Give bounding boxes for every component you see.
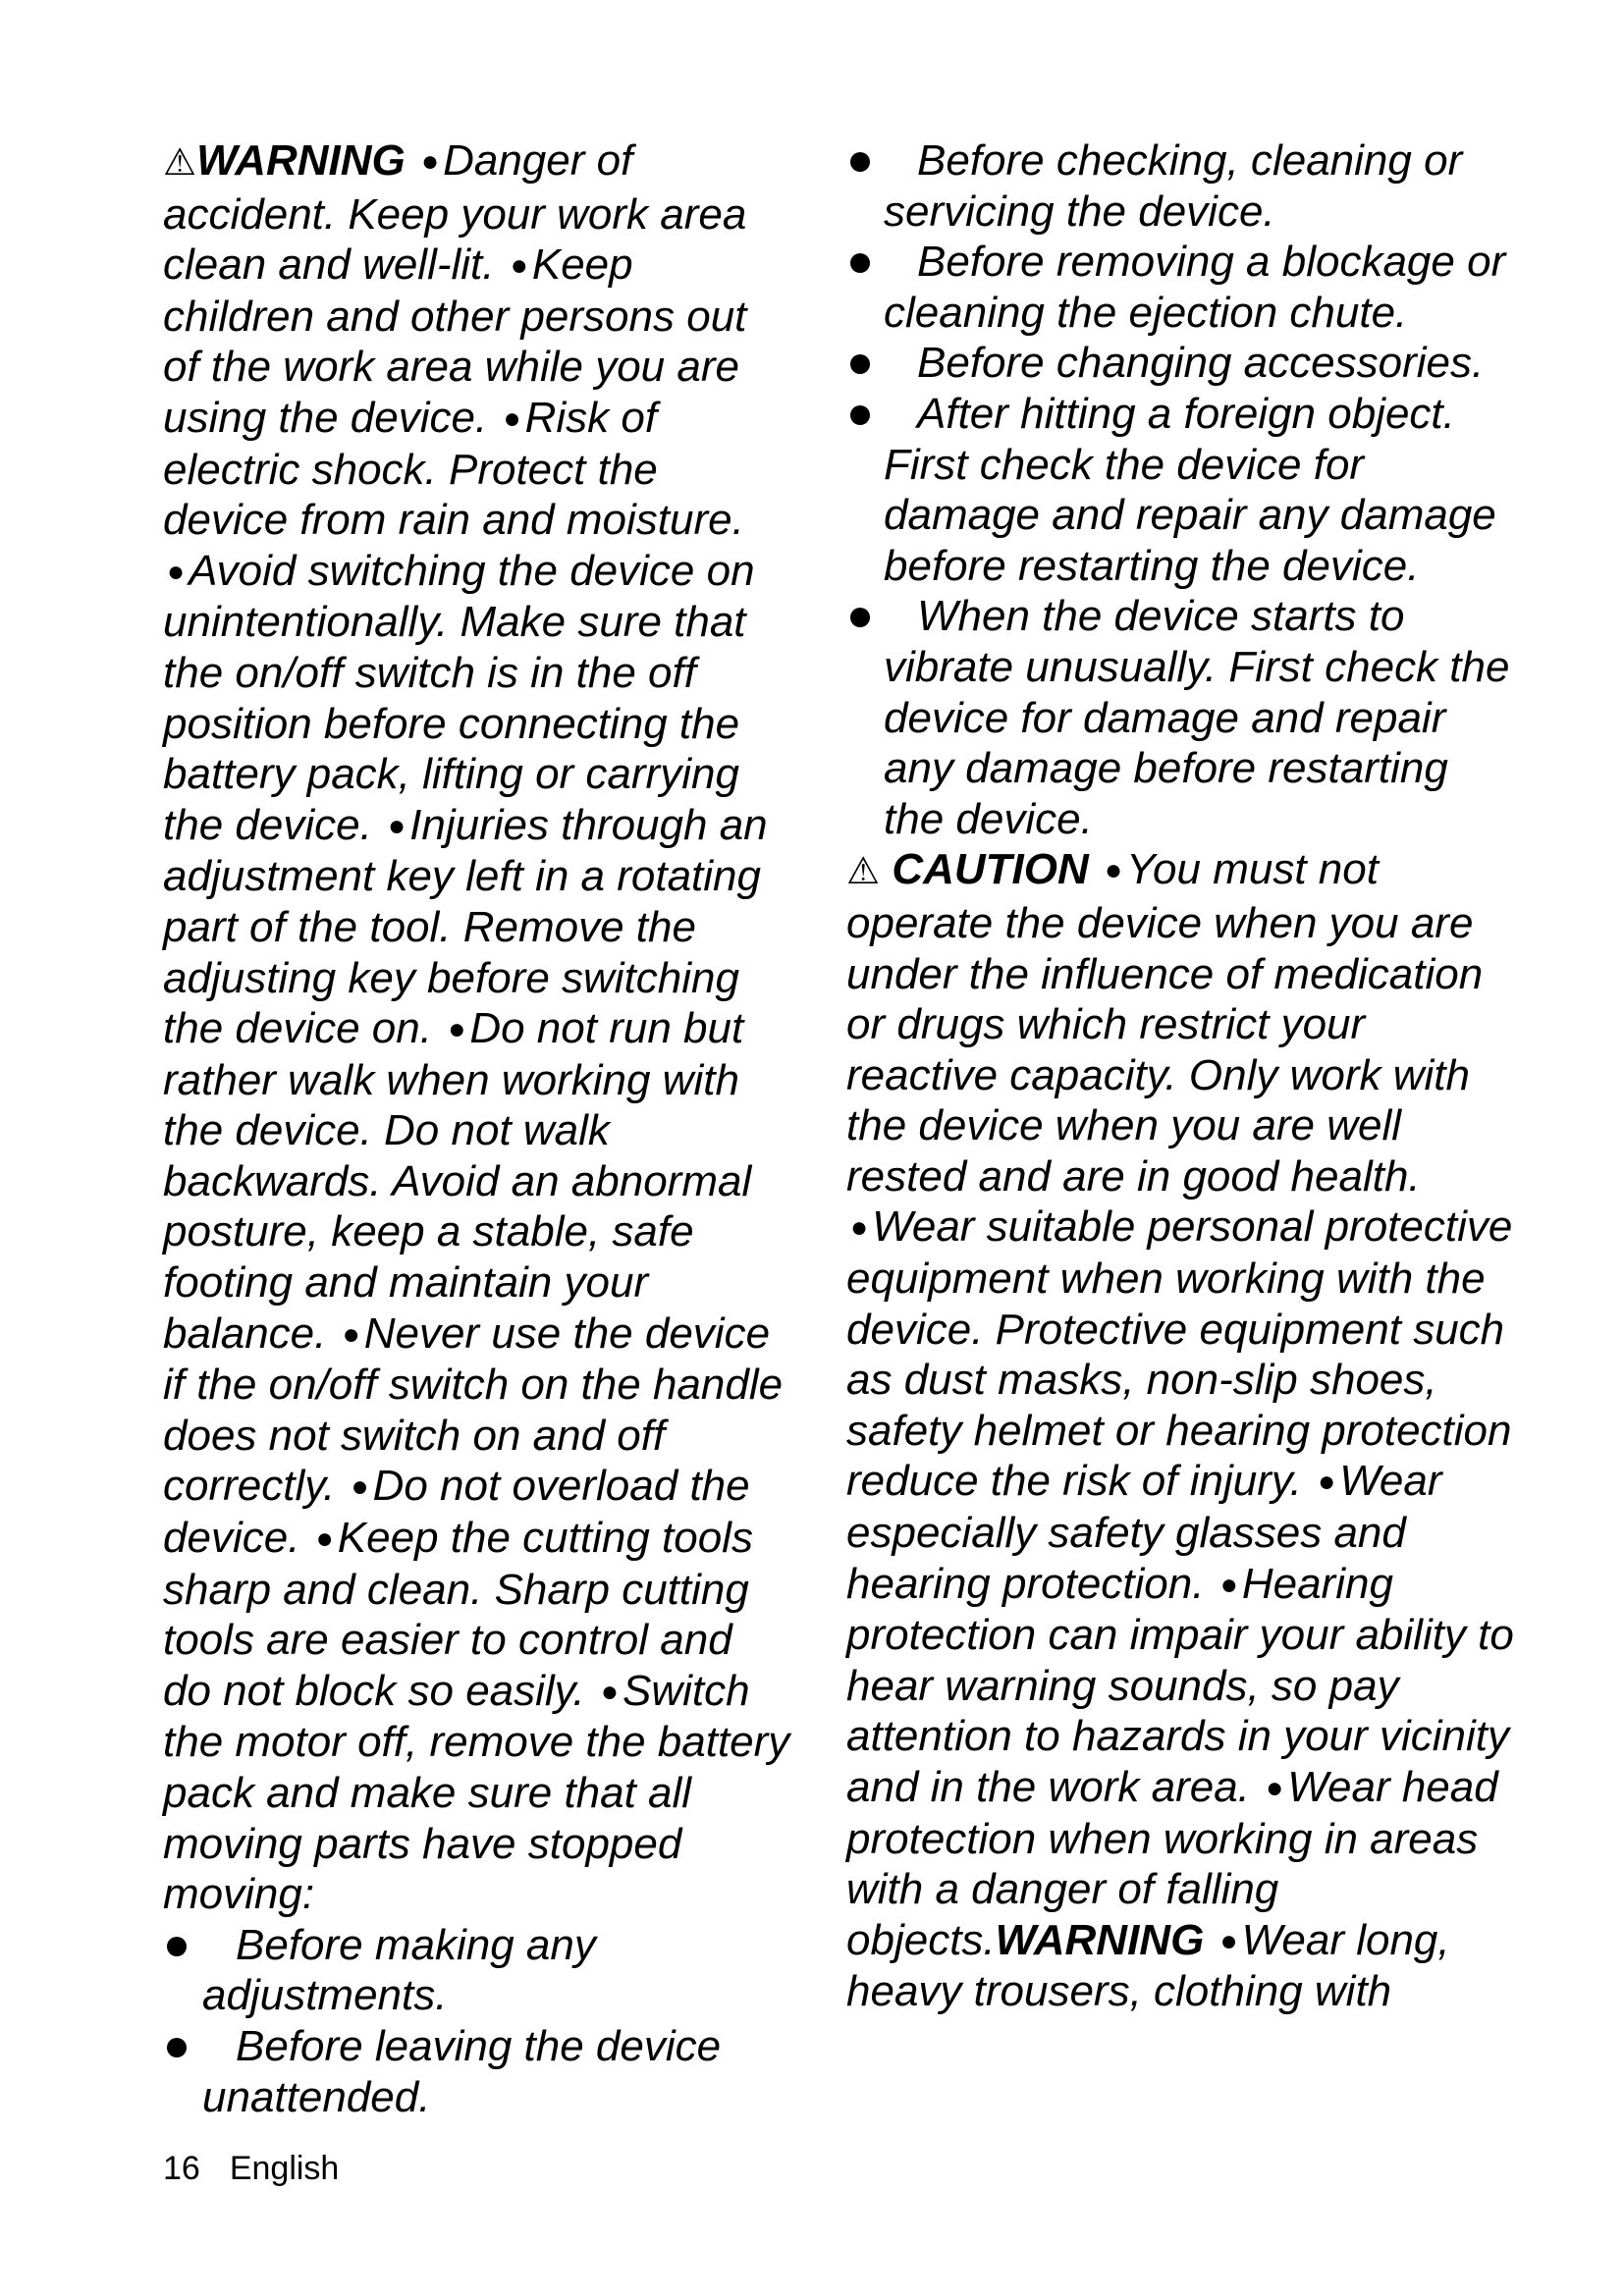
left-column — [163, 135, 791, 2122]
caution-item: You must not operate the device when you are under the influence of medication or drugs which restrict your reactive capacity. Only work with the device when you are well rested and are in good health. — [846, 845, 1484, 1201]
bullet-dot-icon: ● — [510, 249, 528, 283]
caution-item: Wear head protection when working in areas with a danger of falling objects. — [846, 1763, 1498, 1964]
warning-item: Injuries through an adjustment key left in a rotating part of the tool. Remove the adjusting key before switching the device on. — [163, 800, 768, 1053]
list-item: Before making any adjustments. — [163, 1920, 791, 2021]
bullet-list — [163, 1920, 791, 2122]
bullet-dot-icon: ● — [388, 809, 406, 842]
list-item: Before removing a blockage or cleaning the ejection chute. — [846, 237, 1514, 338]
caution-item: Wear suitable personal protective equipment when working with the device. Protective equipment such as dust masks, non-slip shoes, safety helmet or hearing protection reduce the risk of injury. — [846, 1202, 1513, 1506]
bullet-dot-icon: ● — [315, 1522, 334, 1556]
page-footer — [163, 2150, 339, 2188]
page-number: 16 — [163, 2150, 200, 2187]
bullet-list — [846, 135, 1514, 844]
bullet-dot-icon: ● — [1104, 854, 1123, 887]
warning-item: Keep the cutting tools sharp and clean. Sharp cutting tools are easier to control and do not block so easily. — [163, 1514, 753, 1715]
bullet-dot-icon: ● — [167, 555, 186, 588]
warning-item: Never use the device if the on/off switch on the handle does not switch on and off correctly. — [163, 1308, 784, 1511]
right-column — [846, 135, 1514, 2017]
bullet-dot-icon: ● — [351, 1470, 369, 1504]
language-label: English — [229, 2150, 340, 2187]
list-item: Before leaving the device unattended. — [163, 2021, 791, 2122]
bullet-dot-icon: ● — [448, 1013, 466, 1046]
warning-label: WARNING — [995, 1915, 1205, 1964]
bullet-dot-icon: ● — [850, 1211, 869, 1245]
warning-item: Danger of accident. Keep your work area clean and well-lit. — [163, 136, 747, 290]
warning-item: Do not run but rather walk when working with the device. Do not walk backwards. Avoid an abnormal posture, keep a stable, safe footing and maintain your balance. — [163, 1004, 752, 1358]
list-item: Before changing accessories. — [846, 338, 1514, 389]
caution-paragraph — [846, 844, 1514, 2017]
bullet-dot-icon: ● — [420, 145, 440, 178]
bullet-dot-icon: ● — [1219, 1568, 1238, 1601]
bullet-dot-icon: ● — [1318, 1466, 1336, 1499]
warning-item: Wear long, heavy trousers, clothing with — [846, 1915, 1450, 2016]
warning-item: Avoid switching the device on unintentionally. Make sure that the on/off switch is in the off position before connecting the battery pack, lifting or carrying the device. — [163, 546, 755, 849]
warning-item: Do not overload the device. — [163, 1462, 750, 1563]
warning-triangle-icon: ⚠ — [846, 851, 881, 893]
warning-label: WARNING — [196, 136, 406, 185]
caution-item: Wear especially safety glasses and hearing protection. — [846, 1457, 1442, 1608]
list-item: When the device starts to vibrate unusually. First check the device for damage and repair any damage before restarting the device. — [846, 591, 1514, 844]
list-item: Before checking, cleaning or servicing the device. — [846, 135, 1514, 237]
warning-item: Keep children and other persons out of the work area while you are using the device. — [163, 240, 747, 442]
caution-label: CAUTION — [892, 845, 1089, 894]
list-item: After hitting a foreign object. First check the device for damage and repair any damage before restarting the device. — [846, 389, 1514, 591]
bullet-dot-icon: ● — [342, 1317, 360, 1351]
warning-item: Switch the motor off, remove the battery pack and make sure that all moving parts have stopped moving: — [163, 1666, 790, 1919]
bullet-dot-icon: ● — [1219, 1924, 1238, 1957]
bullet-dot-icon: ● — [503, 401, 521, 435]
warning-paragraph — [163, 135, 791, 1920]
caution-item: Hearing protection can impair your ability to hear warning sounds, so pay attention to hazards in your vicinity and in the work area. — [846, 1559, 1514, 1811]
bullet-dot-icon: ● — [1266, 1772, 1284, 1804]
warning-triangle-icon: ⚠ — [163, 142, 197, 184]
warning-item: Risk of electric shock. Protect the device from rain and moisture. — [163, 393, 744, 545]
bullet-dot-icon: ● — [600, 1675, 620, 1708]
